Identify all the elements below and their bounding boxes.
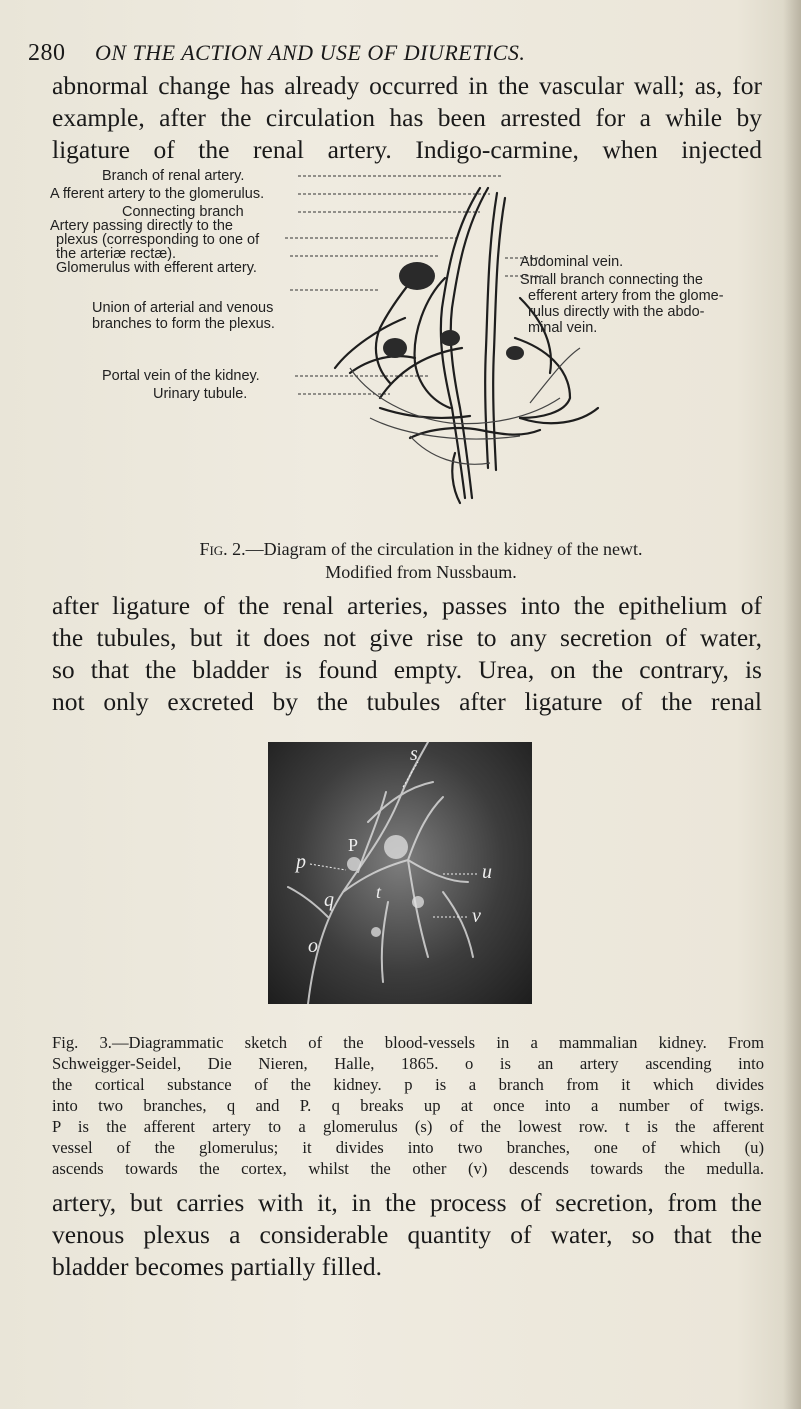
text-line: so that the bladder is found empty. Urea, on the contrary, is: [52, 655, 762, 684]
fig3-letter-v: v: [472, 905, 481, 927]
text-line: the tubules, but it does not give rise to any secretion of water,: [52, 623, 762, 652]
paragraph-2: [52, 590, 762, 718]
fig3-letter-t: t: [376, 882, 382, 902]
caption-line: into two branches, q and P. q breaks up at once into a number of twigs.: [52, 1096, 764, 1115]
text-line: venous plexus a considerable quantity of water, so that the: [52, 1220, 762, 1249]
text-line: after ligature of the renal arteries, passes into the epithelium of: [52, 591, 762, 620]
text-line: example, after the circulation has been arrested for a while by: [52, 103, 762, 132]
fig3-letter-s: s: [410, 743, 418, 765]
label-small-branch-2: efferent artery from the glome-: [528, 288, 724, 304]
figure-3-caption: [52, 1032, 764, 1179]
paragraph-1: [52, 70, 762, 166]
running-title: ON THE ACTION AND USE OF DIURETICS.: [95, 40, 526, 65]
caption-line: P is the afferent artery to a glomerulus (s) of the lowest row. t is the afferent: [52, 1117, 764, 1136]
label-glomerulus: Glomerulus with efferent artery.: [56, 260, 257, 276]
label-small-branch-3: rulus directly with the abdo-: [528, 304, 705, 320]
figure-3-kidney-vessels-image: [268, 742, 532, 1004]
figure-2-caption-line-1: —Diagram of the circulation in the kidney of the newt.: [245, 539, 643, 559]
text-line: not only excreted by the tubules after ligature of the renal: [52, 687, 762, 716]
fig3-letter-u: u: [482, 861, 492, 883]
label-connecting-branch: Connecting branch: [122, 204, 244, 220]
caption-line: Schweigger-Seidel, Die Nieren, Halle, 1865. o is an artery ascending into: [52, 1054, 764, 1073]
label-urinary-tubule: Urinary tubule.: [153, 386, 248, 402]
caption-line: vessel of the glomerulus; it divides into two branches, one of which (u): [52, 1138, 764, 1157]
text-line: abnormal change has already occurred in the vascular wall; as, for: [52, 71, 762, 100]
label-union-2: branches to form the plexus.: [92, 316, 275, 332]
label-afferent-artery: A fferent artery to the glomerulus.: [50, 186, 265, 202]
caption-line: Fig. 3.—Diagrammatic sketch of the blood-vessels in a mammalian kidney. From: [52, 1033, 764, 1052]
figure-2-caption: [96, 538, 746, 584]
label-portal-vein: Portal vein of the kidney.: [102, 368, 260, 384]
fig3-letter-P: P: [348, 835, 359, 855]
label-artery-passing-3: the arteriæ rectæ).: [56, 246, 177, 262]
text-line: bladder becomes partially filled.: [52, 1252, 382, 1281]
caption-line: the cortical substance of the kidney. p is a branch from it which divides: [52, 1075, 764, 1094]
fig3-letter-q: q: [324, 889, 334, 911]
figure-3-drawing: [268, 742, 532, 1004]
label-union-1: Union of arterial and venous: [92, 300, 274, 316]
fig3-letter-o: o: [308, 935, 318, 957]
text-line: artery, but carries with it, in the process of secretion, from the: [52, 1188, 762, 1217]
caption-line: ascends towards the cortex, whilst the other (v) descends towards the medulla.: [52, 1159, 764, 1178]
figure-2-newt-kidney-diagram: [50, 168, 790, 508]
label-artery-passing-2: plexus (corresponding to one of: [56, 232, 260, 248]
text-line: ligature of the renal artery. Indigo-carmine, when injected: [52, 135, 762, 164]
page-number: 280: [28, 40, 66, 66]
label-small-branch-4: minal vein.: [528, 320, 598, 336]
running-head: [28, 40, 728, 67]
label-artery-passing-1: Artery passing directly to the: [50, 218, 233, 234]
label-branch-renal-artery: Branch of renal artery.: [102, 168, 245, 184]
figure-2-label: Fig. 2.: [199, 539, 246, 559]
label-abdominal-vein: Abdominal vein.: [520, 254, 624, 270]
label-small-branch-1: Small branch connecting the: [520, 272, 703, 288]
figure-2-caption-line-2: Modified from Nussbaum.: [325, 562, 517, 582]
fig3-letter-p: p: [296, 851, 306, 873]
paragraph-3: [52, 1187, 762, 1283]
